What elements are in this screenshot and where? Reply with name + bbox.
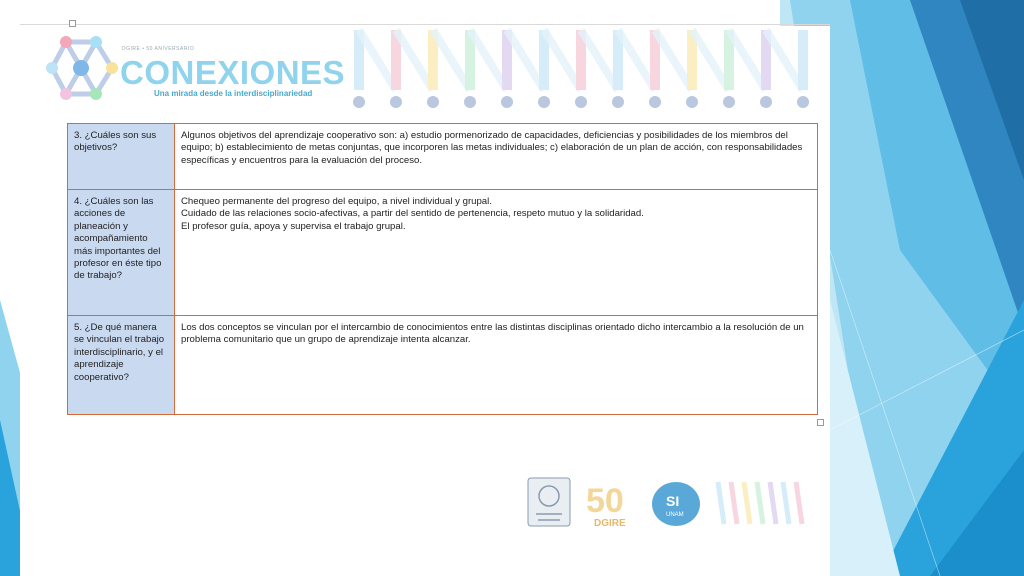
- resize-handle[interactable]: [69, 20, 76, 27]
- brand-title: CONEXIONES: [120, 54, 346, 91]
- banner-diagonal: [433, 30, 470, 90]
- question-cell: [68, 316, 175, 415]
- footer-bar: [770, 482, 776, 524]
- svg-text:UNAM: UNAM: [666, 512, 684, 518]
- footer-bar: [783, 482, 789, 524]
- question-text: 4. ¿Cuáles son las acciones de planeación y acompañamiento más importantes del profesor en éste tipo de trabajo?: [74, 196, 162, 282]
- banner-dot: [686, 96, 698, 108]
- banner-diagonal: [544, 30, 581, 90]
- banner-diagonal: [729, 30, 766, 90]
- banner-diagonal: [766, 30, 803, 90]
- table-row: [68, 316, 818, 415]
- banner-dot: [353, 96, 365, 108]
- footer-bar: [744, 482, 750, 524]
- banner-dot: [612, 96, 624, 108]
- dgire-50-logo-icon: [586, 482, 626, 529]
- slide-top-border: [20, 24, 830, 25]
- answer-line: Chequeo permanente del progreso del equipo, a nivel individual y grupal.: [181, 196, 492, 207]
- network-logo-icon: [44, 30, 120, 108]
- banner-dot: [723, 96, 735, 108]
- banner-dot: [427, 96, 439, 108]
- footer-bar: [796, 482, 802, 524]
- footer-bar: [757, 482, 763, 524]
- brand-subtitle: Una mirada desde la interdisciplinariedad: [154, 89, 313, 98]
- brand-small-text: DGIRE • 50 ANIVERSARIO: [122, 46, 195, 52]
- table-row: [68, 124, 818, 190]
- question-cell: [68, 124, 175, 190]
- question-text: 5. ¿De qué manera se vinculan el trabajo interdisciplinario, y el aprendizaje cooperativo?: [74, 322, 165, 383]
- footer-bar: [731, 482, 737, 524]
- svg-text:SI: SI: [666, 493, 680, 509]
- banner-dot: [575, 96, 587, 108]
- banner-dot: [760, 96, 772, 108]
- decorative-banner: [345, 26, 815, 112]
- banner-dot: [464, 96, 476, 108]
- answer-line: Cuidado de las relaciones socio-afectivas, a partir del sentido de pertenencia, respeto mutuo y la solidaridad.: [181, 208, 644, 220]
- banner-diagonal: [359, 30, 396, 90]
- conexiones-logo: [44, 30, 346, 108]
- footer-logos: [526, 474, 816, 530]
- banner-diagonal: [507, 30, 544, 90]
- answer-cell: [175, 316, 818, 415]
- banner-diagonal: [470, 30, 507, 90]
- banner-dot: [538, 96, 550, 108]
- answer-text: Los dos conceptos se vinculan por el intercambio de conocimientos entre las distintas disciplinas orientado dicho intercambio a la resolución de un problema comunitario que un grupo de aprendizaje intenta alcanzar.: [181, 322, 804, 346]
- banner-diagonal: [581, 30, 618, 90]
- footer-bars-icon: [718, 482, 802, 524]
- svg-text:50: 50: [586, 482, 624, 520]
- banner-diagonal: [692, 30, 729, 90]
- banner-bars: [353, 30, 809, 108]
- table-row: [68, 190, 818, 316]
- footer-bar: [718, 482, 724, 524]
- banner-diagonal: [618, 30, 655, 90]
- svg-text:DGIRE: DGIRE: [594, 518, 626, 529]
- answer-text: Algunos objetivos del aprendizaje cooperativo son: a) estudio pormenorizado de capacidades, deficiencias y posibilidades de los miembros del equipo; b) establecimiento de metas conjuntas, que incorporen las metas individuales; c) elaboración de un plan de acción, con responsabilidades específicas y encuentros para la evaluación del proceso.: [181, 130, 803, 166]
- question-text: 3. ¿Cuáles son sus objetivos?: [74, 130, 157, 154]
- unam-crest-icon: [528, 478, 570, 526]
- qa-table: [67, 123, 818, 415]
- resize-handle[interactable]: [817, 419, 824, 426]
- banner-diagonal: [655, 30, 692, 90]
- banner-dot: [390, 96, 402, 108]
- si-unam-logo-icon: [652, 482, 700, 526]
- banner-dot: [797, 96, 809, 108]
- question-cell: [68, 190, 175, 316]
- banner-dot: [501, 96, 513, 108]
- banner-dot: [649, 96, 661, 108]
- answer-cell: [175, 190, 818, 316]
- answer-cell: [175, 124, 818, 190]
- banner-diagonal: [396, 30, 433, 90]
- answer-line: El profesor guía, apoya y supervisa el trabajo grupal.: [181, 220, 406, 232]
